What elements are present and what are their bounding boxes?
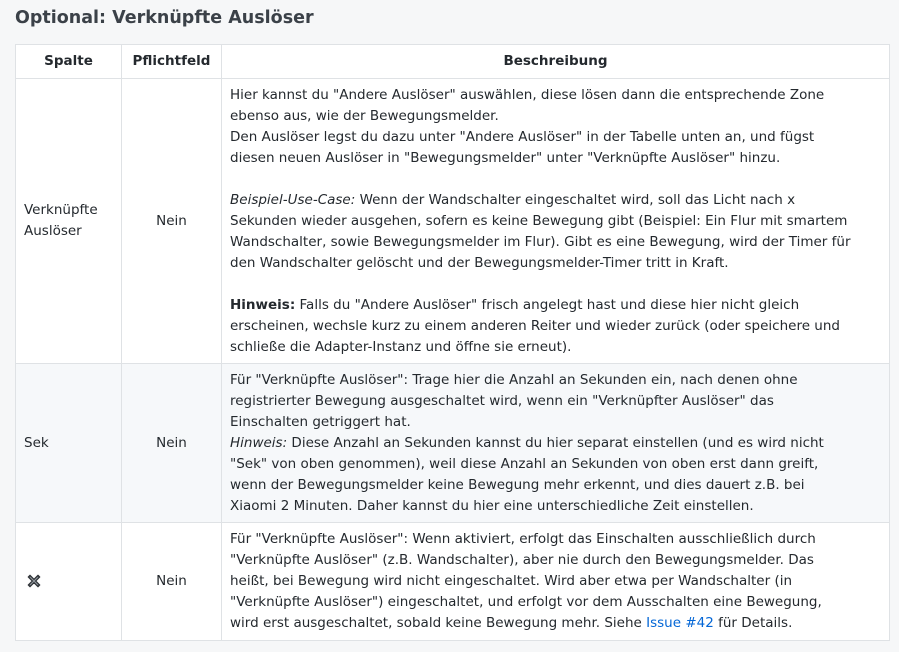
- desc-line: erscheinen, wechsle kurz zu einem anderen Reiter und wieder zurück (oder speichere und: [230, 317, 840, 334]
- desc-line: schließe die Adapter-Instanz und öffne sie erneut).: [230, 338, 572, 355]
- desc-line: ebenso aus, wie der Bewegungsmelder.: [230, 107, 499, 124]
- table-row: [16, 364, 890, 523]
- desc-line: "Verknüpfte Auslöser") eingeschaltet, und erfolgt vor dem Ausschalten eine Bewegung,: [230, 594, 822, 610]
- desc-line: "Verknüpfte Auslöser" (z.B. Wandschalter), aber nie durch den Bewegungsmelder. Das: [230, 552, 814, 568]
- example-label: Beispiel-Use-Case:: [230, 191, 356, 208]
- desc-line: "Sek" von oben genommen), weil diese Anzahl an Sekunden von oben erst dann greift,: [230, 455, 819, 472]
- table-row: [16, 523, 890, 641]
- desc-line: den Wandschalter gelöscht und der Bewegungsmelder-Timer tritt in Kraft.: [230, 254, 729, 271]
- settings-table: [15, 44, 890, 641]
- desc-line: Sekunden wieder ausgehen, sofern es keine Bewegung gibt (Beispiel: Ein Flur mit smartem: [230, 212, 848, 229]
- hint-label: Hinweis:: [230, 434, 288, 451]
- desc-line: Den Auslöser legst du dazu unter "Andere Auslöser" in der Tabelle unten an, und fügst: [230, 128, 815, 145]
- table-header-row: [16, 45, 890, 79]
- hint-label: Hinweis:: [230, 296, 296, 313]
- desc-line: registrierter Bewegung ausgeschaltet wird, wenn ein "Verknüpfter Auslöser" das: [230, 392, 774, 409]
- desc-line: heißt, bei Bewegung wird nicht eingeschaltet. Wird aber etwa per Wandschalter (in: [230, 573, 793, 589]
- row-description: [222, 364, 890, 523]
- header-pflichtfeld: Pflichtfeld: [122, 45, 222, 79]
- desc-line: Für "Verknüpfte Auslöser": Trage hier die Anzahl an Sekunden ein, nach denen ohne: [230, 371, 798, 388]
- table-row: [16, 79, 890, 364]
- desc-line: Falls du "Andere Auslöser" frisch angelegt hast und diese hier nicht gleich: [295, 296, 800, 313]
- row-description: [222, 79, 890, 364]
- desc-line: wird erst ausgeschaltet, sobald keine Bewegung mehr. Siehe: [230, 615, 647, 631]
- row-required: Nein: [122, 79, 222, 364]
- row-required: Nein: [122, 364, 222, 523]
- desc-line: Xiaomi 2 Minuten. Daher kannst du hier eine unterschiedliche Zeit einstellen.: [230, 497, 754, 514]
- section-title: Optional: Verknüpfte Auslöser: [15, 8, 314, 28]
- desc-line: diesen neuen Auslöser in "Bewegungsmelder" unter "Verknüpfte Auslöser" hinzu.: [230, 149, 781, 166]
- desc-line: wenn der Bewegungsmelder keine Bewegung mehr erkennt, und dies dauert z.B. bei: [230, 476, 805, 493]
- x-cross-icon: [24, 571, 44, 591]
- desc-line: Wandschalter, sowie Bewegungsmelder im Flur). Gibt es eine Bewegung, wird der Timer für: [230, 233, 851, 250]
- row-name: Sek: [16, 364, 122, 523]
- header-beschreibung: Beschreibung: [222, 45, 890, 79]
- desc-line: Hier kannst du "Andere Auslöser" auswählen, diese lösen dann die entsprechende Zone: [230, 86, 825, 103]
- desc-line: Diese Anzahl an Sekunden kannst du hier separat einstellen (und es wird nicht: [287, 434, 824, 451]
- desc-line: für Details.: [713, 615, 793, 631]
- row-required: Nein: [122, 523, 222, 641]
- desc-line: Einschalten getriggert hat.: [230, 413, 411, 430]
- header-spalte: Spalte: [16, 45, 122, 79]
- row-description: [222, 523, 890, 641]
- desc-line: Für "Verknüpfte Auslöser": Wenn aktiviert, erfolgt das Einschalten ausschließlich durch: [230, 531, 816, 547]
- row-name: [16, 523, 122, 641]
- desc-line: Wenn der Wandschalter eingeschaltet wird, soll das Licht nach x: [355, 191, 796, 208]
- row-name: Verknüpfte Auslöser: [16, 79, 122, 364]
- issue-42-link[interactable]: Issue #42: [646, 615, 714, 631]
